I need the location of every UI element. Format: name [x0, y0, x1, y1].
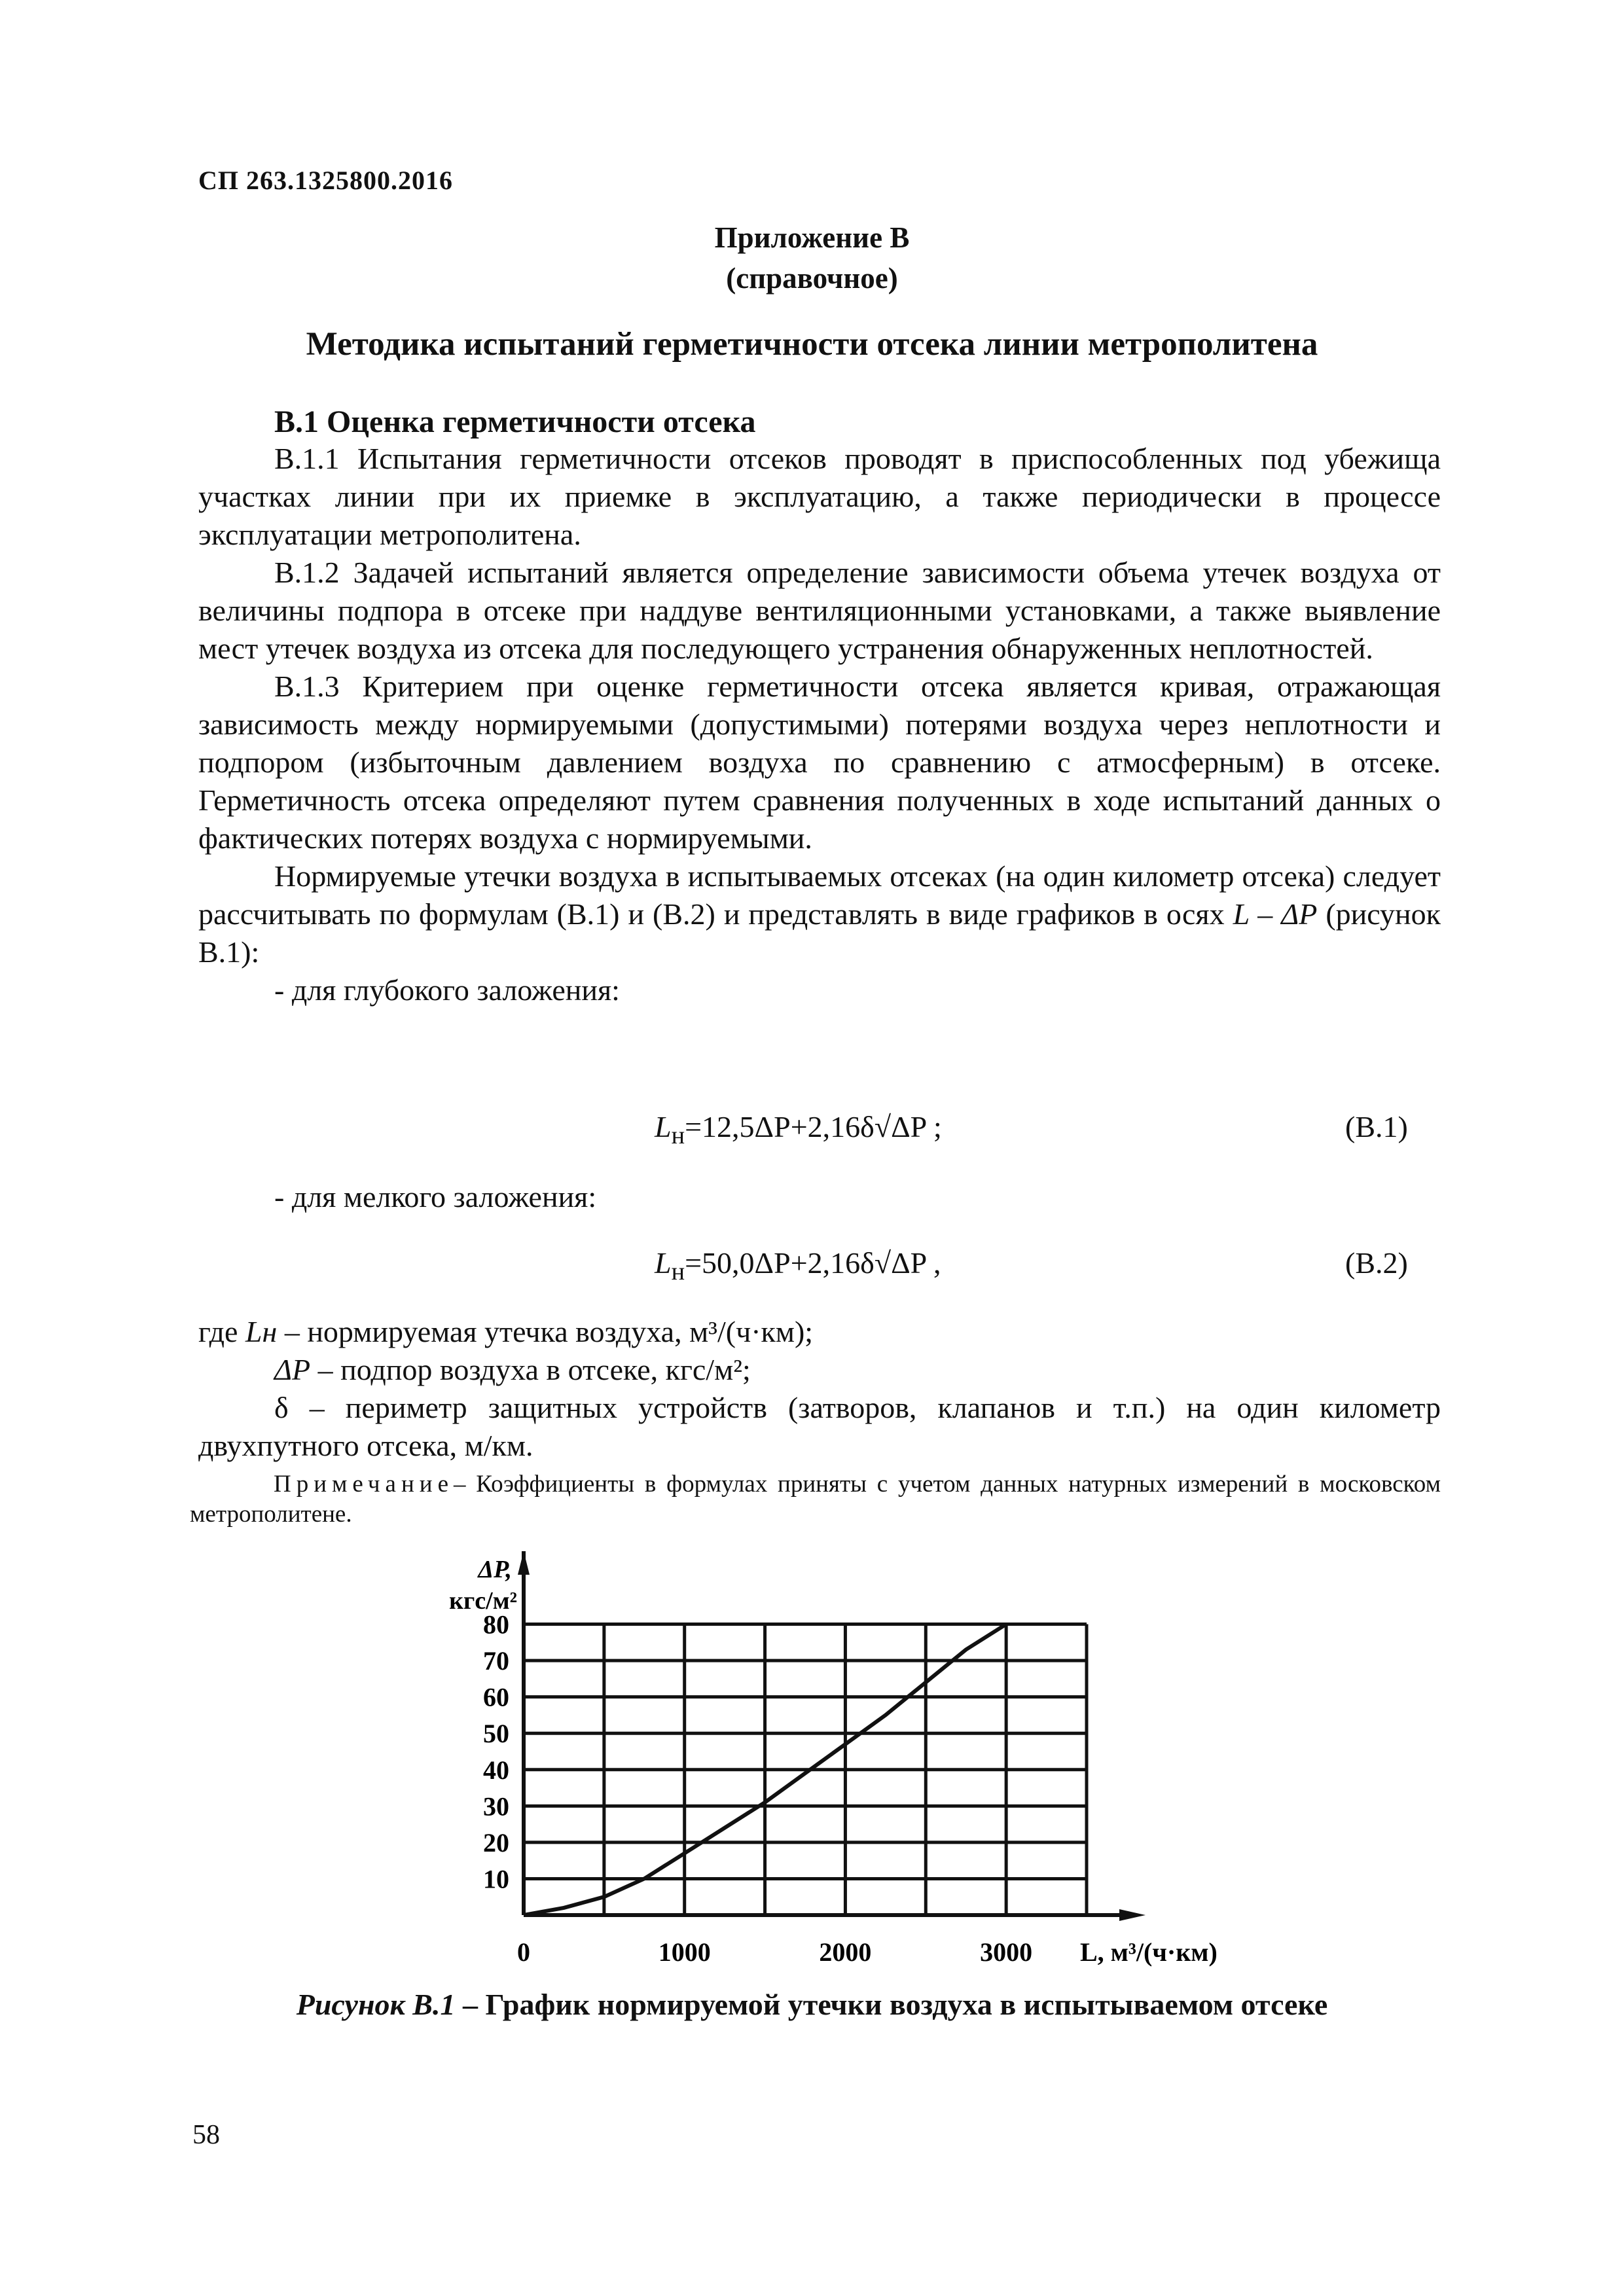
- axes-label: L – ΔP: [1233, 897, 1318, 931]
- definition-delta: [198, 1389, 1441, 1465]
- paragraph-b12: В.1.2 Задачей испытаний является определение зависимости объема утечек воздуха от величины подпора в отсеке при наддуве вентиляционными установками, а также выявление мест утечек воздуха из отсека для последующего устранения обнаруженных неплотностей.: [198, 556, 1441, 665]
- note-text: – Коэффициенты в формулах приняты с учетом данных натурных измерений в московском метрополитене.: [190, 1471, 1441, 1528]
- formula-b2-rhs: =50,0ΔP+2,16δ√ΔP ,: [685, 1246, 941, 1280]
- chart-labels: [449, 1556, 1218, 1967]
- formula-b2-number: (В.2): [1345, 1246, 1408, 1280]
- caption-label: Рисунок В.1: [296, 1988, 456, 2021]
- formula-b1-number: (В.1): [1345, 1110, 1408, 1143]
- where-word: где: [198, 1315, 238, 1348]
- formula-b1-sub: н: [671, 1122, 685, 1150]
- x-tick-label: 2000: [819, 1937, 872, 1967]
- appendix-heading: [0, 217, 1624, 298]
- x-axis-label: L, м³/(ч·км): [1080, 1937, 1218, 1967]
- caption-text: – График нормируемой утечки воздуха в испытываемом отсеке: [455, 1988, 1328, 2021]
- figure-caption: [0, 1987, 1624, 2022]
- y-tick-label: 20: [483, 1827, 509, 1857]
- symbol-dp: ΔP: [274, 1353, 311, 1386]
- y-axis-arrow: [518, 1551, 530, 1575]
- y-axis-label-symbol: ΔP,: [478, 1556, 512, 1583]
- method-title: Методика испытаний герметичности отсека линии метрополитена: [306, 326, 1318, 363]
- symbol-delta: δ: [274, 1391, 289, 1424]
- y-tick-label: 70: [483, 1646, 509, 1676]
- y-tick-label: 60: [483, 1682, 509, 1712]
- chart-axes: [518, 1551, 1146, 1921]
- x-tick-label: 3000: [980, 1937, 1033, 1967]
- paragraph-norms: [198, 857, 1441, 971]
- x-tick-label: 1000: [658, 1937, 711, 1967]
- chart-grid: [524, 1624, 1087, 1915]
- section-heading: В.1 Оценка герметичности отсека: [274, 404, 756, 439]
- formula-b2: [655, 1246, 941, 1286]
- paragraph-b11: В.1.1 Испытания герметичности отсеков проводят в приспособленных под убежища участках линии при их приемке в эксплуатацию, а также периодически в процессе эксплуатации метрополитена.: [198, 442, 1441, 551]
- formula-b2-sub: н: [671, 1258, 685, 1286]
- paragraph-b13: В.1.3 Критерием при оценке герметичности отсека является кривая, отражающая зависимость между нормируемыми (допустимыми) потерями воздуха через неплотности и подпором (избыточным давлением воздуха по сравнению с атмосферным) в отсеке. Герметичность отсека определяют путем сравнения полученных в ходе испытаний данных о фактических потерях воздуха с нормируемыми.: [198, 670, 1441, 855]
- definitions: [198, 1313, 1441, 1465]
- document-code: СП 263.1325800.2016: [198, 166, 453, 195]
- definition-delta-text: – периметр защитных устройств (затворов, клапанов и т.п.) на один километр двухпутного отсека, м/км.: [198, 1391, 1441, 1462]
- y-tick-label: 30: [483, 1791, 509, 1821]
- norms-text: Нормируемые утечки воздуха в испытываемых отсеках (на один километр отсека) следует рассчитывать по формулам (В.1) и (В.2) и представлять в виде графиков в осях: [198, 859, 1441, 931]
- appendix-type: (справочное): [726, 262, 898, 295]
- formula-b1-rhs: =12,5ΔP+2,16δ√ΔP ;: [685, 1110, 942, 1143]
- definition-dp-text: – подпор воздуха в отсеке, кгс/м²;: [317, 1353, 751, 1386]
- definition-ln-text: – нормируемая утечка воздуха, м³/(ч·км);: [284, 1315, 814, 1348]
- deep-laying-label: - для глубокого заложения:: [274, 973, 620, 1007]
- note-label: Примечание: [274, 1471, 454, 1498]
- shallow-text: [198, 1178, 1441, 1216]
- y-tick-label: 80: [483, 1609, 509, 1640]
- y-axis-label-unit: кгс/м²: [449, 1587, 517, 1615]
- appendix-label: Приложение В: [714, 221, 910, 254]
- main-text: [198, 440, 1441, 1009]
- shallow-laying-label: - для мелкого заложения:: [274, 1180, 597, 1213]
- y-tick-label: 10: [483, 1864, 509, 1894]
- x-axis-arrow: [1119, 1909, 1146, 1921]
- page-number: 58: [192, 2120, 220, 2150]
- note: [190, 1469, 1441, 1530]
- symbol-ln: Lн: [245, 1315, 278, 1348]
- definition-ln: [198, 1313, 1441, 1351]
- y-tick-label: 50: [483, 1719, 509, 1749]
- figure-ref: (рисунок В.1):: [198, 897, 1441, 969]
- y-tick-label: 40: [483, 1755, 509, 1785]
- formula-b2-lhs: L: [655, 1246, 672, 1280]
- x-tick-label: 0: [517, 1937, 530, 1967]
- formula-b1-lhs: L: [655, 1110, 672, 1143]
- definition-dp: [198, 1351, 1441, 1389]
- formula-b1: [655, 1109, 942, 1150]
- leakage-chart: [393, 1551, 1309, 1983]
